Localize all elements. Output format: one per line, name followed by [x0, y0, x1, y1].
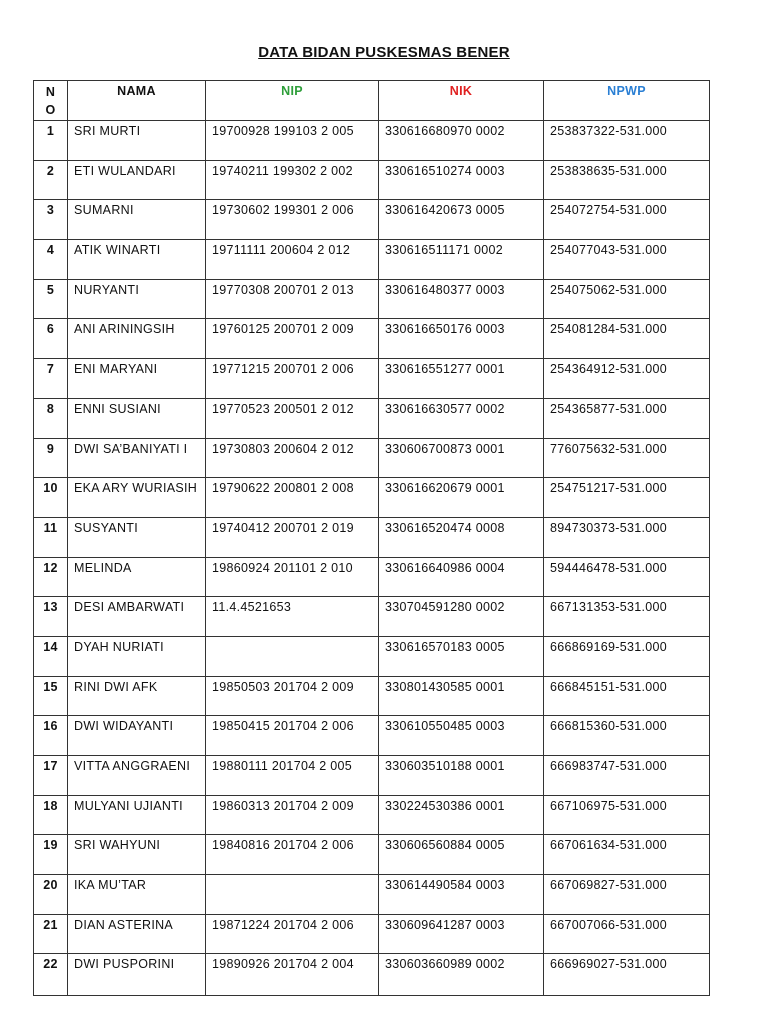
- cell-npwp: 254077043-531.000: [544, 240, 710, 280]
- cell-nik: 330616570183 0005: [379, 636, 544, 676]
- header-no-line2: O: [45, 103, 56, 117]
- cell-nama: IKA MU’TAR: [68, 875, 206, 915]
- cell-nik: 330616551277 0001: [379, 359, 544, 399]
- cell-no: 6: [34, 319, 68, 359]
- cell-no: 10: [34, 478, 68, 518]
- cell-npwp: 253837322-531.000: [544, 121, 710, 161]
- cell-nip: 19790622 200801 2 008: [206, 478, 379, 518]
- cell-no: 21: [34, 914, 68, 954]
- cell-no: 19: [34, 835, 68, 875]
- cell-no: 3: [34, 200, 68, 240]
- cell-no: 7: [34, 359, 68, 399]
- table-header-row: [34, 81, 710, 121]
- table-row: [34, 835, 710, 875]
- cell-nip: [206, 636, 379, 676]
- cell-nik: 330603510188 0001: [379, 756, 544, 796]
- cell-nama: SRI MURTI: [68, 121, 206, 161]
- table-row: [34, 954, 710, 996]
- cell-nip: 19740412 200701 2 019: [206, 517, 379, 557]
- cell-no: 20: [34, 875, 68, 915]
- cell-nama: SRI WAHYUNI: [68, 835, 206, 875]
- cell-nip: 19840816 201704 2 006: [206, 835, 379, 875]
- cell-npwp: 667061634-531.000: [544, 835, 710, 875]
- cell-nik: 330801430585 0001: [379, 676, 544, 716]
- table-row: [34, 359, 710, 399]
- cell-npwp: 667131353-531.000: [544, 597, 710, 637]
- table-row: [34, 676, 710, 716]
- table-row: [34, 319, 710, 359]
- cell-nik: 330606700873 0001: [379, 438, 544, 478]
- cell-npwp: 666869169-531.000: [544, 636, 710, 676]
- cell-nik: 330616630577 0002: [379, 398, 544, 438]
- cell-no: 14: [34, 636, 68, 676]
- header-nip: NIP: [206, 81, 379, 121]
- cell-nama: RINI DWI AFK: [68, 676, 206, 716]
- cell-nik: 330616650176 0003: [379, 319, 544, 359]
- cell-npwp: 254081284-531.000: [544, 319, 710, 359]
- table-row: [34, 438, 710, 478]
- table-row: [34, 240, 710, 280]
- cell-npwp: 254751217-531.000: [544, 478, 710, 518]
- cell-nik: 330616480377 0003: [379, 279, 544, 319]
- cell-nip: 19860313 201704 2 009: [206, 795, 379, 835]
- table-row: [34, 597, 710, 637]
- cell-nip: 19850503 201704 2 009: [206, 676, 379, 716]
- cell-no: 4: [34, 240, 68, 280]
- cell-nip: 19711111 200604 2 012: [206, 240, 379, 280]
- cell-nama: ETI WULANDARI: [68, 160, 206, 200]
- cell-no: 9: [34, 438, 68, 478]
- cell-nip: 19850415 201704 2 006: [206, 716, 379, 756]
- cell-no: 2: [34, 160, 68, 200]
- cell-npwp: 254072754-531.000: [544, 200, 710, 240]
- cell-npwp: 666815360-531.000: [544, 716, 710, 756]
- table-row: [34, 636, 710, 676]
- cell-nip: 19740211 199302 2 002: [206, 160, 379, 200]
- table-row: [34, 716, 710, 756]
- cell-npwp: 776075632-531.000: [544, 438, 710, 478]
- cell-npwp: 594446478-531.000: [544, 557, 710, 597]
- cell-nip: 19760125 200701 2 009: [206, 319, 379, 359]
- cell-nip: 19730803 200604 2 012: [206, 438, 379, 478]
- cell-nama: ANI ARININGSIH: [68, 319, 206, 359]
- cell-nama: DESI AMBARWATI: [68, 597, 206, 637]
- cell-no: 1: [34, 121, 68, 161]
- table-row: [34, 795, 710, 835]
- table-row: [34, 279, 710, 319]
- cell-nip: [206, 875, 379, 915]
- table-row: [34, 517, 710, 557]
- cell-nik: 330614490584 0003: [379, 875, 544, 915]
- cell-nama: VITTA ANGGRAENI: [68, 756, 206, 796]
- cell-npwp: 254075062-531.000: [544, 279, 710, 319]
- cell-nik: 330616620679 0001: [379, 478, 544, 518]
- document-title: DATA BIDAN PUSKESMAS BENER: [258, 44, 510, 61]
- table-row: [34, 398, 710, 438]
- cell-nama: DIAN ASTERINA: [68, 914, 206, 954]
- header-nama: NAMA: [68, 81, 206, 121]
- cell-nip: 19871224 201704 2 006: [206, 914, 379, 954]
- header-no-line1: N: [45, 85, 56, 99]
- cell-npwp: 666983747-531.000: [544, 756, 710, 796]
- cell-nik: 330616511171 0002: [379, 240, 544, 280]
- cell-npwp: 253838635-531.000: [544, 160, 710, 200]
- cell-nama: DWI SA’BANIYATI I: [68, 438, 206, 478]
- cell-nama: DWI PUSPORINI: [68, 954, 206, 996]
- table-row: [34, 200, 710, 240]
- table-row: [34, 160, 710, 200]
- cell-nip: 11.4.4521653: [206, 597, 379, 637]
- cell-nip: 19890926 201704 2 004: [206, 954, 379, 996]
- cell-npwp: 667007066-531.000: [544, 914, 710, 954]
- cell-nik: 330606560884 0005: [379, 835, 544, 875]
- cell-nama: DWI WIDAYANTI: [68, 716, 206, 756]
- cell-nip: 19700928 199103 2 005: [206, 121, 379, 161]
- cell-no: 5: [34, 279, 68, 319]
- cell-no: 12: [34, 557, 68, 597]
- table-body: [34, 121, 710, 996]
- cell-nama: NURYANTI: [68, 279, 206, 319]
- table-row: [34, 121, 710, 161]
- cell-no: 22: [34, 954, 68, 996]
- table-row: [34, 478, 710, 518]
- cell-nip: 19880111 201704 2 005: [206, 756, 379, 796]
- table-row: [34, 557, 710, 597]
- cell-npwp: 254365877-531.000: [544, 398, 710, 438]
- cell-nik: 330609641287 0003: [379, 914, 544, 954]
- cell-nik: 330616680970 0002: [379, 121, 544, 161]
- cell-nik: 330704591280 0002: [379, 597, 544, 637]
- cell-nama: DYAH NURIATI: [68, 636, 206, 676]
- cell-npwp: 667069827-531.000: [544, 875, 710, 915]
- cell-nik: 330616640986 0004: [379, 557, 544, 597]
- cell-nip: 19771215 200701 2 006: [206, 359, 379, 399]
- cell-no: 13: [34, 597, 68, 637]
- cell-nik: 330616520474 0008: [379, 517, 544, 557]
- cell-no: 18: [34, 795, 68, 835]
- cell-npwp: 666969027-531.000: [544, 954, 710, 996]
- cell-nik: 330616420673 0005: [379, 200, 544, 240]
- header-npwp: NPWP: [544, 81, 710, 121]
- cell-no: 15: [34, 676, 68, 716]
- cell-nik: 330224530386 0001: [379, 795, 544, 835]
- cell-nip: 19730602 199301 2 006: [206, 200, 379, 240]
- cell-no: 17: [34, 756, 68, 796]
- cell-no: 11: [34, 517, 68, 557]
- cell-nik: 330616510274 0003: [379, 160, 544, 200]
- cell-nama: MELINDA: [68, 557, 206, 597]
- cell-npwp: 894730373-531.000: [544, 517, 710, 557]
- cell-nama: SUSYANTI: [68, 517, 206, 557]
- cell-npwp: 667106975-531.000: [544, 795, 710, 835]
- cell-npwp: 254364912-531.000: [544, 359, 710, 399]
- cell-nama: ENI MARYANI: [68, 359, 206, 399]
- header-no: [34, 81, 68, 121]
- cell-no: 16: [34, 716, 68, 756]
- cell-nama: MULYANI UJIANTI: [68, 795, 206, 835]
- cell-nip: 19770308 200701 2 013: [206, 279, 379, 319]
- table-row: [34, 756, 710, 796]
- header-nik: NIK: [379, 81, 544, 121]
- cell-no: 8: [34, 398, 68, 438]
- midwife-data-table: [33, 80, 710, 996]
- cell-nip: 19860924 201101 2 010: [206, 557, 379, 597]
- cell-npwp: 666845151-531.000: [544, 676, 710, 716]
- table-row: [34, 875, 710, 915]
- cell-nip: 19770523 200501 2 012: [206, 398, 379, 438]
- cell-nik: 330603660989 0002: [379, 954, 544, 996]
- cell-nik: 330610550485 0003: [379, 716, 544, 756]
- cell-nama: SUMARNI: [68, 200, 206, 240]
- cell-nama: EKA ARY WURIASIH: [68, 478, 206, 518]
- cell-nama: ATIK WINARTI: [68, 240, 206, 280]
- table-row: [34, 914, 710, 954]
- cell-nama: ENNI SUSIANI: [68, 398, 206, 438]
